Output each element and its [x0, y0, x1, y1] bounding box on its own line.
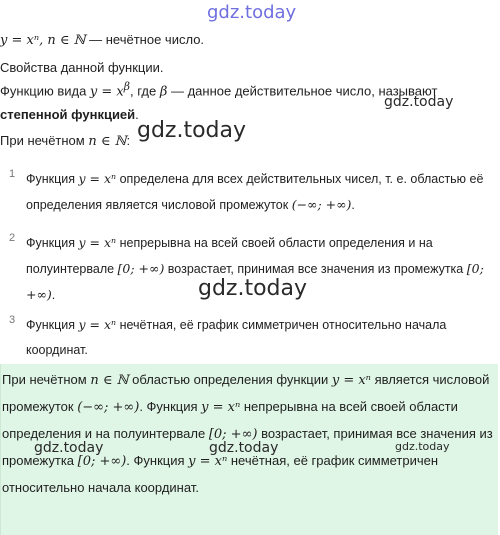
- intro-line-properties: Свойства данной функции.: [0, 60, 164, 75]
- text: — данное действительное число, называют: [167, 83, 438, 99]
- math-expression: n ∈ ℕ: [90, 373, 129, 388]
- text: — нечётное число.: [85, 32, 205, 47]
- list-item-text: Функция y = xⁿ непрерывна на всей своей области определения и на полуинтервале [0; +∞) возрастает, принимая все значения из промежутка [0; +∞).: [26, 235, 484, 302]
- list-number: 1: [9, 168, 16, 180]
- math-expression: [0; +∞): [26, 261, 484, 302]
- math-expression: β: [159, 84, 168, 100]
- watermark: gdz.today: [137, 118, 247, 143]
- list-number: 3: [9, 314, 16, 326]
- watermark: gdz.today: [209, 440, 279, 456]
- list-item-text: Функция y = xⁿ определена для всех действительных чисел, т. е. областью её определения является числовой промежуток (−∞; +∞).: [26, 171, 484, 212]
- math-expression: (−∞; +∞): [77, 400, 140, 415]
- watermark: gdz.today: [198, 276, 308, 301]
- text: При нечётном: [0, 133, 89, 148]
- math-expression: y = xⁿ: [331, 373, 371, 388]
- math-expression: y = xⁿ: [78, 235, 117, 250]
- bold-term: степенной функцией: [0, 107, 136, 122]
- math-expression: n ∈ ℕ: [88, 134, 127, 149]
- math-expression: y = xⁿ: [78, 171, 117, 186]
- math-expression: y = x: [89, 84, 124, 100]
- text: .: [135, 107, 139, 122]
- text: , где: [130, 83, 160, 99]
- watermark: gdz.today: [395, 440, 450, 453]
- math-expression: y = xⁿ: [78, 317, 117, 332]
- math-expression: (−∞; +∞): [291, 197, 352, 212]
- list-number: 2: [9, 232, 16, 244]
- math-expression: [0; +∞): [117, 261, 165, 276]
- answer-block: При нечётном n ∈ ℕ областью определения функции y = xⁿ является числовой промежуток (−∞; +∞). Функция y = xⁿ непрерывна на всей своей области определения и на полуинтервале [0; +∞) возрастает, принимая все значения из промежутка [0; +∞). Функция y = xⁿ нечётная, её график симметричен относительно начала координат.: [0, 364, 498, 535]
- math-expression: y = xⁿ: [188, 454, 228, 469]
- intro-line-definition: [0, 32, 204, 48]
- math-expression: y = xⁿ: [201, 400, 241, 415]
- text: Функцию вида: [0, 83, 90, 99]
- text: :: [126, 133, 131, 148]
- intro-line-power-function: [0, 80, 437, 99]
- math-exponent: β: [123, 80, 131, 93]
- math-expression: [0; +∞): [208, 427, 258, 442]
- math-expression: [0; +∞): [77, 454, 127, 469]
- watermark-top: gdz.today: [207, 2, 297, 23]
- math-expression: y = xⁿ, n ∈ ℕ: [0, 33, 86, 48]
- intro-line-term: [0, 107, 139, 122]
- intro-line-condition: [0, 133, 130, 149]
- watermark: gdz.today: [34, 440, 104, 456]
- watermark: gdz.today: [384, 94, 454, 110]
- list-item-text: Функция y = xⁿ нечётная, её график симметричен относительно начала координат.: [26, 317, 447, 357]
